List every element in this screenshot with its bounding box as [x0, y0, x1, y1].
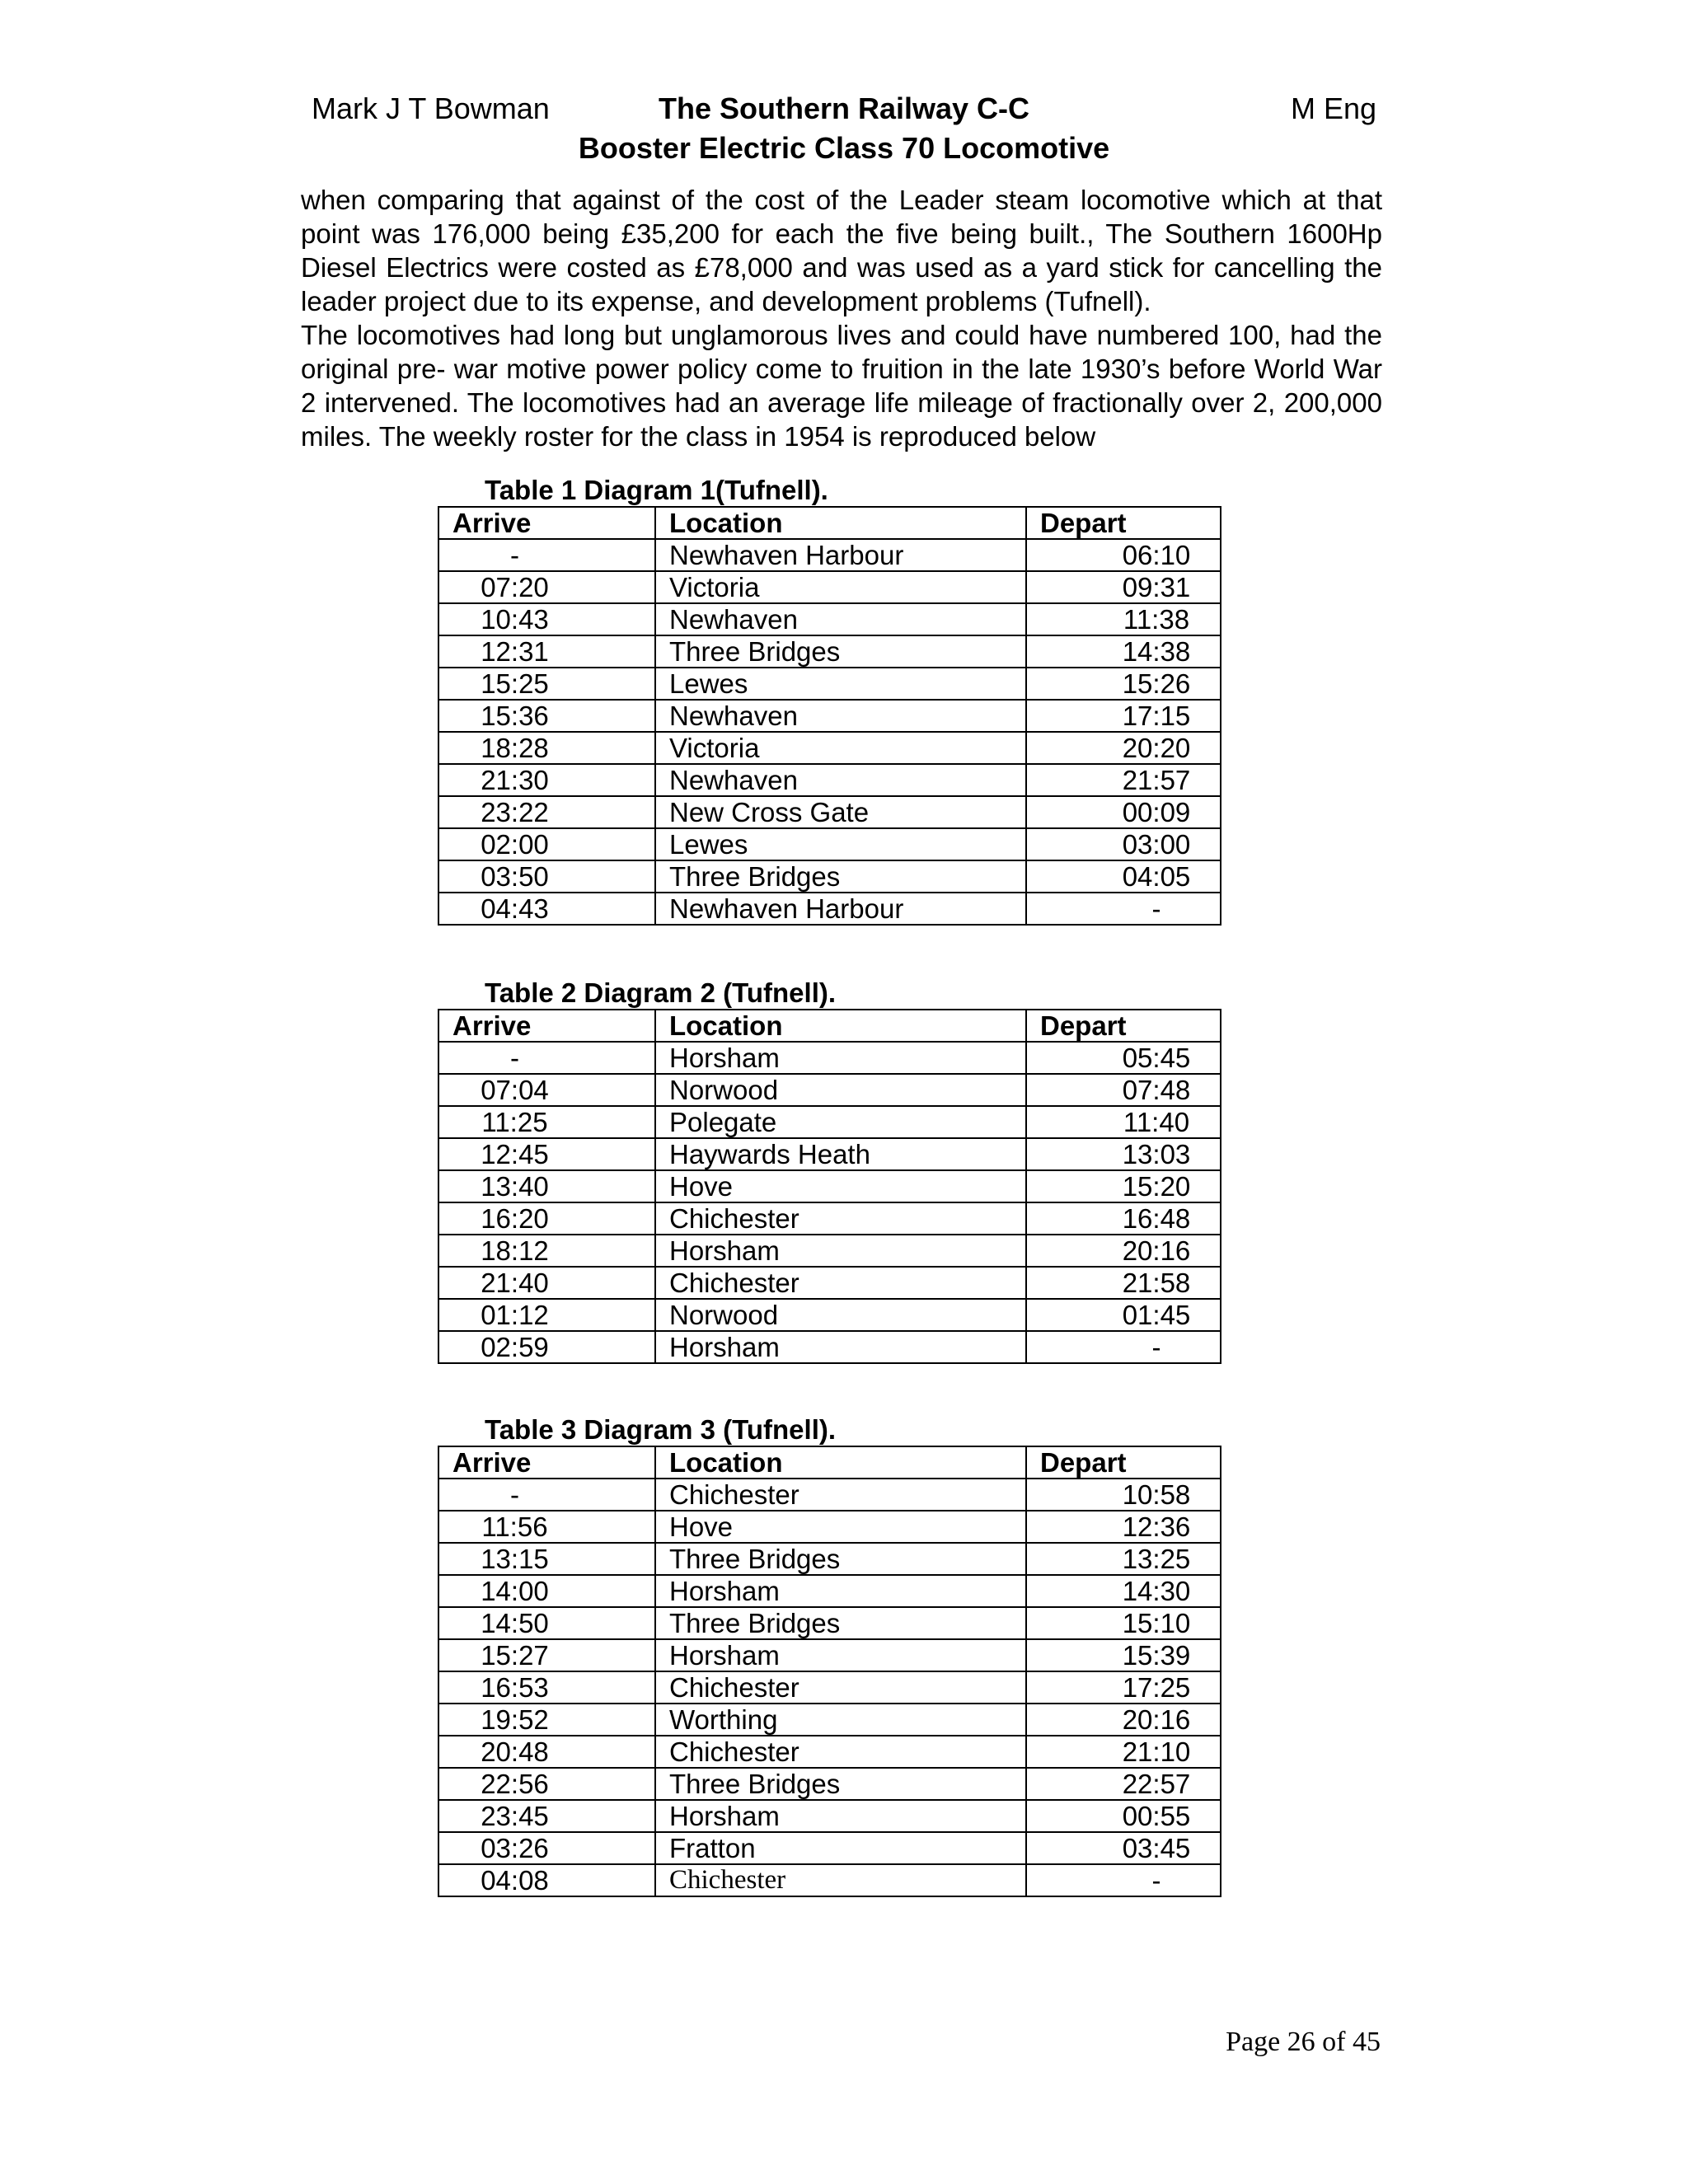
cell-location: Three Bridges — [655, 860, 1026, 893]
table-row — [438, 1671, 1221, 1704]
header-location: Location — [655, 1010, 1026, 1042]
cell-location: Newhaven Harbour — [655, 893, 1026, 925]
cell-depart: 09:31 — [1026, 571, 1221, 603]
cell-arrive: 15:25 — [438, 668, 655, 700]
cell-location: Newhaven — [655, 603, 1026, 635]
table-row — [438, 1607, 1221, 1639]
header-arrive: Arrive — [438, 1446, 655, 1479]
cell-depart: 15:10 — [1026, 1607, 1221, 1639]
cell-location: Chichester — [655, 1671, 1026, 1704]
cell-depart: 14:30 — [1026, 1575, 1221, 1607]
cell-location: Three Bridges — [655, 1768, 1026, 1800]
cell-arrive: 15:36 — [438, 700, 655, 732]
cell-location: Horsham — [655, 1575, 1026, 1607]
body-text — [301, 183, 1382, 453]
cell-location: Victoria — [655, 732, 1026, 764]
cell-location: Horsham — [655, 1800, 1026, 1832]
table-row — [438, 1170, 1221, 1202]
cell-arrive: 21:40 — [438, 1267, 655, 1299]
cell-depart: 00:55 — [1026, 1800, 1221, 1832]
cell-depart: 03:00 — [1026, 828, 1221, 860]
cell-arrive: 15:27 — [438, 1639, 655, 1671]
cell-depart: 20:16 — [1026, 1704, 1221, 1736]
cell-location: Victoria — [655, 571, 1026, 603]
cell-depart: 06:10 — [1026, 539, 1221, 571]
header-depart: Depart — [1026, 507, 1221, 539]
cell-location: Chichester — [655, 1864, 1026, 1896]
cell-location: Three Bridges — [655, 635, 1026, 668]
table-row — [438, 1543, 1221, 1575]
cell-location: Horsham — [655, 1235, 1026, 1267]
cell-location: Newhaven — [655, 700, 1026, 732]
cell-location: Chichester — [655, 1479, 1026, 1511]
header-depart: Depart — [1026, 1010, 1221, 1042]
cell-depart: 15:39 — [1026, 1639, 1221, 1671]
table-row — [438, 732, 1221, 764]
cell-location: Hove — [655, 1170, 1026, 1202]
table-row — [438, 893, 1221, 925]
table-row — [438, 1299, 1221, 1331]
table-row — [438, 1202, 1221, 1235]
cell-arrive: - — [438, 539, 655, 571]
cell-arrive: 04:43 — [438, 893, 655, 925]
cell-depart: - — [1026, 1864, 1221, 1896]
cell-location: Lewes — [655, 828, 1026, 860]
table-row — [438, 1575, 1221, 1607]
table-row — [438, 1331, 1221, 1363]
cell-depart: 11:40 — [1026, 1106, 1221, 1138]
cell-location: Newhaven — [655, 764, 1026, 796]
table-row — [438, 635, 1221, 668]
table-row — [438, 1864, 1221, 1896]
cell-depart: 21:57 — [1026, 764, 1221, 796]
table-row — [438, 764, 1221, 796]
table-row — [438, 571, 1221, 603]
cell-arrive: 04:08 — [438, 1864, 655, 1896]
table-row — [438, 1800, 1221, 1832]
cell-arrive: 07:04 — [438, 1074, 655, 1106]
cell-location: Fratton — [655, 1832, 1026, 1864]
cell-arrive: 12:31 — [438, 635, 655, 668]
cell-depart: 11:38 — [1026, 603, 1221, 635]
cell-arrive: 22:56 — [438, 1768, 655, 1800]
cell-depart: 13:25 — [1026, 1543, 1221, 1575]
table-row — [438, 1736, 1221, 1768]
table-row — [438, 603, 1221, 635]
cell-depart: 14:38 — [1026, 635, 1221, 668]
table-row — [438, 539, 1221, 571]
table-row — [438, 1138, 1221, 1170]
cell-location: Chichester — [655, 1736, 1026, 1768]
page-header — [303, 89, 1385, 168]
table-row — [438, 1267, 1221, 1299]
cell-location: Worthing — [655, 1704, 1026, 1736]
cell-depart: 22:57 — [1026, 1768, 1221, 1800]
cell-location: Chichester — [655, 1267, 1026, 1299]
table-row — [438, 796, 1221, 828]
table-2-caption: Table 2 Diagram 2 (Tufnell). — [485, 977, 837, 1008]
cell-location: Haywards Heath — [655, 1138, 1026, 1170]
header-depart: Depart — [1026, 1446, 1221, 1479]
cell-depart: 00:09 — [1026, 796, 1221, 828]
cell-location: New Cross Gate — [655, 796, 1026, 828]
cell-location: Hove — [655, 1511, 1026, 1543]
cell-arrive: 01:12 — [438, 1299, 655, 1331]
header-location: Location — [655, 507, 1026, 539]
cell-location: Horsham — [655, 1639, 1026, 1671]
cell-location: Three Bridges — [655, 1543, 1026, 1575]
table-row — [438, 860, 1221, 893]
body-paragraph-2: The locomotives had long but unglamorous lives and could have numbered 100, had the original pre- war motive power policy come to fruition in the late 1930’s before World War 2 intervened. The locomotives had an average life mileage of fractionally over 2, 200,000 miles. The weekly roster for the class in 1954 is reproduced below — [301, 320, 1382, 452]
cell-depart: 07:48 — [1026, 1074, 1221, 1106]
table-row — [438, 1768, 1221, 1800]
table-row — [438, 828, 1221, 860]
cell-location: Chichester — [655, 1202, 1026, 1235]
cell-depart: 16:48 — [1026, 1202, 1221, 1235]
cell-location: Norwood — [655, 1074, 1026, 1106]
cell-location: Newhaven Harbour — [655, 539, 1026, 571]
cell-arrive: 10:43 — [438, 603, 655, 635]
table-row — [438, 1511, 1221, 1543]
cell-location: Three Bridges — [655, 1607, 1026, 1639]
cell-depart: 17:25 — [1026, 1671, 1221, 1704]
cell-arrive: 13:40 — [438, 1170, 655, 1202]
header-arrive: Arrive — [438, 1010, 655, 1042]
table-1-caption: Table 1 Diagram 1(Tufnell). — [485, 475, 828, 505]
cell-location: Polegate — [655, 1106, 1026, 1138]
table-row — [438, 1479, 1221, 1511]
cell-arrive: - — [438, 1042, 655, 1074]
cell-arrive: 03:50 — [438, 860, 655, 893]
cell-depart: - — [1026, 893, 1221, 925]
table-row — [438, 1704, 1221, 1736]
cell-arrive: 03:26 — [438, 1832, 655, 1864]
cell-depart: 05:45 — [1026, 1042, 1221, 1074]
cell-depart: - — [1026, 1331, 1221, 1363]
cell-location: Horsham — [655, 1042, 1026, 1074]
cell-depart: 17:15 — [1026, 700, 1221, 732]
cell-arrive: 19:52 — [438, 1704, 655, 1736]
page-number: Page 26 of 45 — [1226, 2027, 1381, 2057]
table-header-row — [438, 1446, 1221, 1479]
table-1 — [438, 506, 1221, 926]
table-header-row — [438, 1010, 1221, 1042]
table-2 — [438, 1009, 1221, 1364]
cell-depart: 04:05 — [1026, 860, 1221, 893]
table-row — [438, 700, 1221, 732]
cell-depart: 21:58 — [1026, 1267, 1221, 1299]
table-row — [438, 1106, 1221, 1138]
cell-arrive: - — [438, 1479, 655, 1511]
cell-arrive: 16:53 — [438, 1671, 655, 1704]
table-row — [438, 668, 1221, 700]
cell-arrive: 18:28 — [438, 732, 655, 764]
cell-arrive: 11:56 — [438, 1511, 655, 1543]
cell-arrive: 11:25 — [438, 1106, 655, 1138]
cell-arrive: 02:59 — [438, 1331, 655, 1363]
cell-arrive: 18:12 — [438, 1235, 655, 1267]
table-row — [438, 1042, 1221, 1074]
header-arrive: Arrive — [438, 507, 655, 539]
cell-arrive: 21:30 — [438, 764, 655, 796]
table-row — [438, 1832, 1221, 1864]
cell-arrive: 23:45 — [438, 1800, 655, 1832]
cell-arrive: 07:20 — [438, 571, 655, 603]
cell-arrive: 20:48 — [438, 1736, 655, 1768]
table-row — [438, 1235, 1221, 1267]
cell-location: Lewes — [655, 668, 1026, 700]
cell-arrive: 23:22 — [438, 796, 655, 828]
cell-arrive: 02:00 — [438, 828, 655, 860]
header-title-line1: The Southern Railway C-C — [658, 91, 1030, 125]
table-row — [438, 1639, 1221, 1671]
cell-arrive: 14:50 — [438, 1607, 655, 1639]
header-author: Mark J T Bowman — [312, 91, 550, 125]
cell-depart: 20:16 — [1026, 1235, 1221, 1267]
table-row — [438, 1074, 1221, 1106]
cell-arrive: 12:45 — [438, 1138, 655, 1170]
cell-depart: 20:20 — [1026, 732, 1221, 764]
header-location: Location — [655, 1446, 1026, 1479]
cell-depart: 15:26 — [1026, 668, 1221, 700]
cell-location: Norwood — [655, 1299, 1026, 1331]
header-title — [303, 89, 1385, 168]
header-title-line2: Booster Electric Class 70 Locomotive — [578, 131, 1110, 165]
cell-depart: 15:20 — [1026, 1170, 1221, 1202]
table-3 — [438, 1446, 1221, 1897]
cell-depart: 13:03 — [1026, 1138, 1221, 1170]
cell-depart: 03:45 — [1026, 1832, 1221, 1864]
cell-location: Horsham — [655, 1331, 1026, 1363]
cell-depart: 01:45 — [1026, 1299, 1221, 1331]
table-header-row — [438, 507, 1221, 539]
cell-arrive: 16:20 — [438, 1202, 655, 1235]
cell-depart: 21:10 — [1026, 1736, 1221, 1768]
table-3-caption: Table 3 Diagram 3 (Tufnell). — [485, 1414, 837, 1445]
cell-depart: 10:58 — [1026, 1479, 1221, 1511]
header-degree: M Eng — [1290, 91, 1376, 125]
cell-arrive: 13:15 — [438, 1543, 655, 1575]
body-paragraph-1: when comparing that against of the cost of the Leader steam locomotive which at that point was 176,000 being £35,200 for each the five being built., The Southern 1600Hp Diesel Electrics were costed as £78,000 and was used as a yard stick for cancelling the leader project due to its expense, and development problems (Tufnell). — [301, 185, 1382, 316]
cell-depart: 12:36 — [1026, 1511, 1221, 1543]
cell-arrive: 14:00 — [438, 1575, 655, 1607]
